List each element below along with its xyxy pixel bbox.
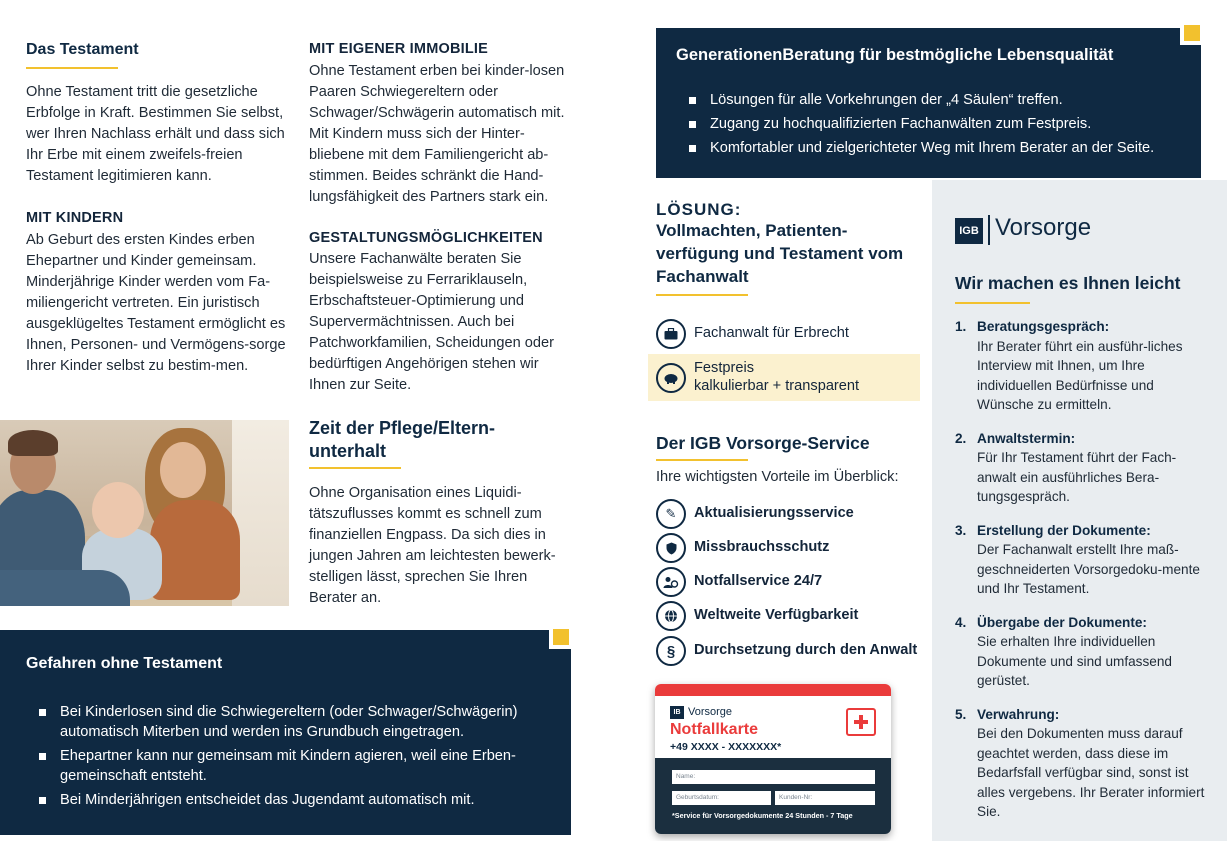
loesung-title-line1: Vollmachten, Patienten- xyxy=(656,221,848,240)
gefahren-box xyxy=(0,630,571,835)
loesung-label: LÖSUNG: xyxy=(656,200,742,219)
kinder-text: Ab Geburt des ersten Kindes erben Ehepartner und Kinder gemeinsam. Minderjährige Kinder werden vom Fa-miliengericht vertreten. Ein juristisch ausgeklügeltes Testament ermöglicht es Ihnen, Personen- und Vermögens-sorge Ihrer Kinder selbst zu bestim-men. xyxy=(26,232,286,374)
gestaltung-text: Unsere Fachanwälte beraten Sie beispielsweise zu Ferrariklauseln, Erbschaftsteuer-Optimierung und Supervermächtnissen. Auch bei Patchworkfamilien, Scheidungen oder bedürftigen Angehörigen stehen wir Ihnen zur Seite. xyxy=(309,251,554,393)
card-phone: +49 XXXX - XXXXXXX* xyxy=(670,741,782,753)
service-subtitle: Ihre wichtigsten Vorteile im Überblick: xyxy=(656,469,899,485)
gefahren-list xyxy=(26,702,556,814)
gefahren-item: Bei Minderjährigen entscheidet das Jugendamt automatisch mit. xyxy=(26,790,556,810)
testament-underline xyxy=(26,67,118,69)
pflege-text: Ohne Organisation eines Liquidi-tätszuflusses kommt es schnell zum finanziellen Engpass. Da sich dies in jungen Jahren am leichtesten bewerk-stelligen lässt, sprechen Sie Ihren Berater an. xyxy=(309,485,556,606)
card-red-bar xyxy=(655,684,891,696)
step-item: 1. Beratungsgespräch: Ihr Berater führt ein ausführ-liches Interview mit Ihnen, um Ihre individuellen Bedürfnisse und Wünsche zu ermitteln. xyxy=(955,319,1183,412)
steps-underline xyxy=(955,302,1030,304)
card-name-field: Name: xyxy=(672,770,875,784)
step-item: 4. Übergabe der Dokumente: Sie erhalten Ihre individuellen Dokumente und sind umfassend gerüstet. xyxy=(955,614,1172,688)
globe-icon xyxy=(656,601,686,631)
family-photo xyxy=(0,420,289,606)
steps-list xyxy=(955,317,1205,836)
gefahren-yellow-square xyxy=(549,625,573,649)
igb-logo-icon: IGB xyxy=(955,218,983,244)
step-item: 3. Erstellung der Dokumente: Der Fachanwalt erstellt Ihre maß-geschneiderten Vorsorgedoku-mente und Ihr Testament. xyxy=(955,522,1200,596)
service-item-weltweit: Weltweite Verfügbarkeit xyxy=(694,607,859,623)
card-footer: *Service für Vorsorgedokumente 24 Stunden - 7 Tage xyxy=(672,811,853,820)
step-item: 5. Verwahrung: Bei den Dokumenten muss darauf geachtet werden, dass diese im Bedarfsfall verfügbar sind, sonst ist alles vergebens. Ihr Berater informiert Sie. xyxy=(955,706,1205,819)
generationen-list xyxy=(676,90,1196,162)
service-item-aktualisierung: Aktualisierungsservice xyxy=(694,505,854,521)
card-birthdate-field: Geburtsdatum: xyxy=(672,791,771,805)
generationen-item: Lösungen für alle Vorkehrungen der „4 Säulen“ treffen. xyxy=(676,90,1196,110)
generationen-title: GenerationenBeratung für bestmögliche Lebensqualität xyxy=(676,46,1114,64)
gestaltung-title: GESTALTUNGSMÖGLICHKEITEN xyxy=(309,230,543,246)
steps-title: Wir machen es Ihnen leicht xyxy=(955,273,1181,293)
service-item-durchsetzung: Durchsetzung durch den Anwalt xyxy=(694,642,918,658)
fachanwalt-label: Fachanwalt für Erbrecht xyxy=(694,325,849,341)
gefahren-item: Bei Kinderlosen sind die Schwiegereltern (oder Schwager/Schwägerin) automatisch Miterben und werden ins Grundbuch eingetragen. xyxy=(26,702,556,742)
testament-text: Ohne Testament tritt die gesetzliche Erbfolge in Kraft. Bestimmen Sie selbst, wer Ihren Nachlass erhält und dass sich Ihr Erbe mit einem zweifels-freien Testament legitimieren kann. xyxy=(26,84,285,184)
paragraph-icon: § xyxy=(656,636,686,666)
loesung-title-line2: verfügung und Testament vom xyxy=(656,244,904,263)
piggy-bank-icon xyxy=(656,363,686,393)
immobilie-title: MIT EIGENER IMMOBILIE xyxy=(309,41,489,57)
card-lower-panel xyxy=(655,758,891,834)
kinder-title: MIT KINDERN xyxy=(26,210,124,226)
edit-icon: ✎ xyxy=(656,499,686,529)
medical-cross-icon xyxy=(846,708,876,736)
loesung-title-line3: Fachanwalt xyxy=(656,267,749,286)
generationen-box xyxy=(656,28,1201,178)
festpreis-line1: Festpreis xyxy=(694,360,755,376)
generationen-yellow-square xyxy=(1180,21,1204,45)
step-item: 2. Anwaltstermin: Für Ihr Testament führt der Fach-anwalt ein ausführliches Bera-tungsgespräch. xyxy=(955,430,1177,504)
service-title: Der IGB Vorsorge-Service xyxy=(656,433,870,453)
service-item-missbrauch: Missbrauchsschutz xyxy=(694,539,830,555)
immobilie-text: Ohne Testament erben bei kinder-losen Paaren Schwiegereltern oder Schwager/Schwägerin automatisch mit. Mit Kindern muss sich der Hinter-bliebene mit dem Familiengericht ab-stimmen. Beides schränkt die Hand-lungsfähigkeit des Partners stark ein. xyxy=(309,63,565,205)
shield-icon xyxy=(656,533,686,563)
service-underline xyxy=(656,459,748,461)
steps-panel xyxy=(932,180,1227,841)
generationen-item: Komfortabler und zielgerichteter Weg mit Ihrem Berater an der Seite. xyxy=(676,138,1196,158)
testament-title: Das Testament xyxy=(26,41,139,58)
pflege-underline xyxy=(309,467,401,469)
generationen-item: Zugang zu hochqualifizierten Fachanwälten zum Festpreis. xyxy=(676,114,1196,134)
loesung-underline xyxy=(656,294,748,296)
gefahren-item: Ehepartner kann nur gemeinsam mit Kindern agieren, weil eine Erben-gemeinschaft entsteht. xyxy=(26,746,556,786)
festpreis-line2: kalkulierbar + transparent xyxy=(694,378,860,394)
pflege-title-line1: Zeit der Pflege/Eltern- xyxy=(309,418,496,438)
people-icon xyxy=(656,567,686,597)
card-brand: Vorsorge xyxy=(688,706,733,718)
logo-divider xyxy=(988,215,990,245)
card-title: Notfallkarte xyxy=(670,721,759,738)
service-item-notfall: Notfallservice 24/7 xyxy=(694,573,823,589)
gefahren-title: Gefahren ohne Testament xyxy=(26,655,223,672)
card-customer-field: Kunden-Nr: xyxy=(775,791,875,805)
briefcase-icon xyxy=(656,319,686,349)
card-logo-icon: IB xyxy=(670,706,684,719)
notfallkarte-card xyxy=(655,684,891,834)
brand-name: Vorsorge xyxy=(995,214,1092,241)
pflege-title-line2: unterhalt xyxy=(309,441,387,461)
